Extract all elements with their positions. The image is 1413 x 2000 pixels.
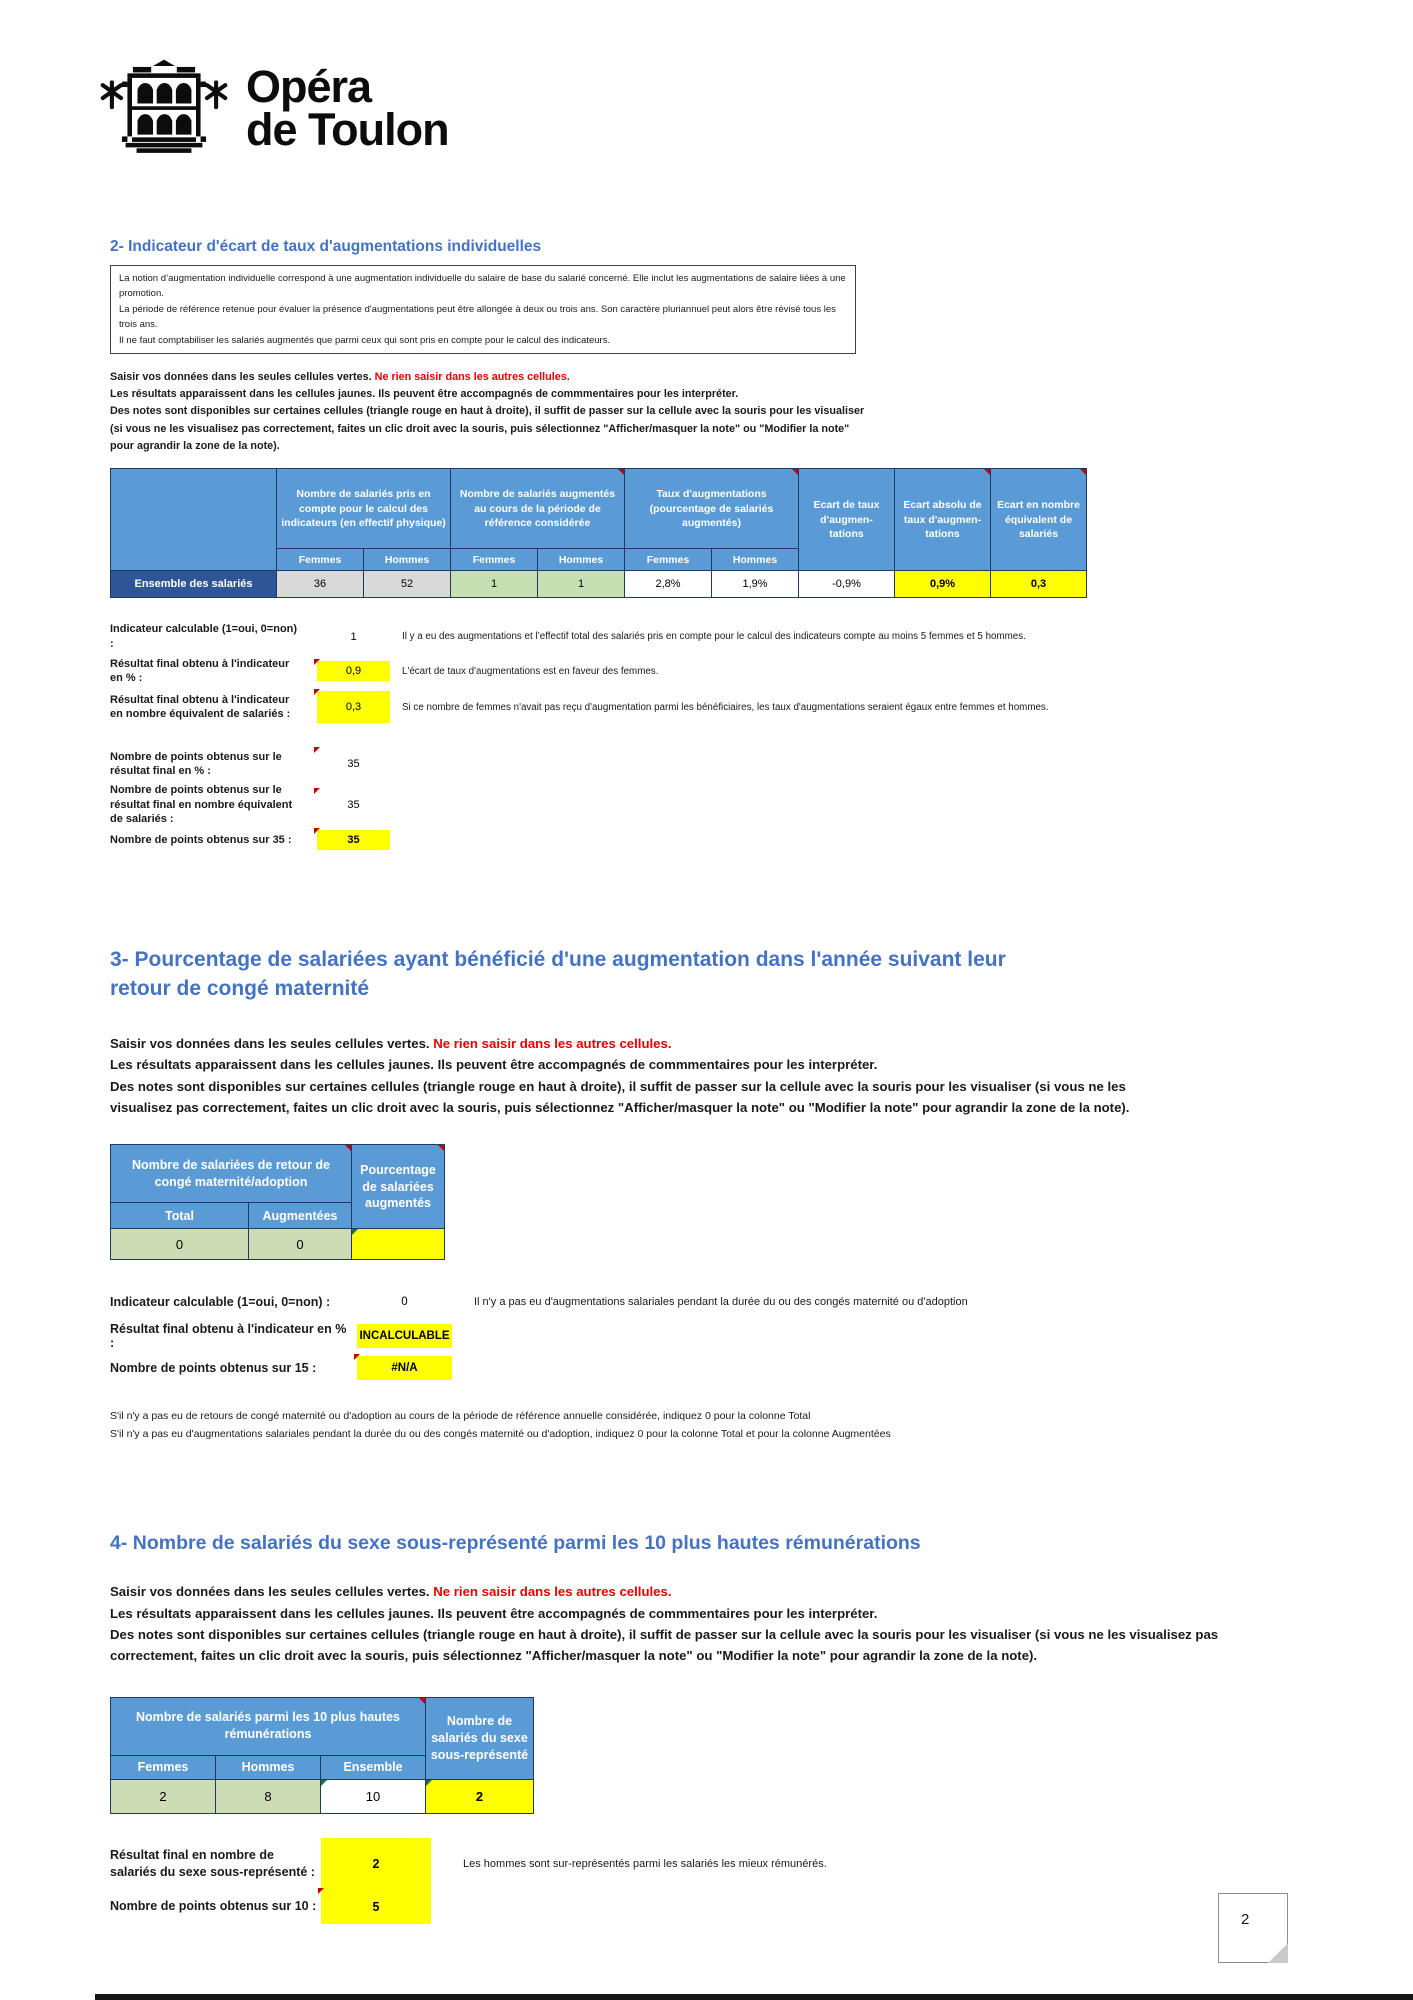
cell-femmes: 2 bbox=[111, 1779, 216, 1813]
cell-ecart-absolu: 0,9% bbox=[895, 571, 991, 598]
instr-black: Saisir vos données dans les seules cellules vertes. bbox=[110, 370, 372, 383]
page-number: 2 bbox=[1241, 1911, 1250, 1928]
row-comment: L'écart de taux d'augmentations est en faveur des femmes. bbox=[402, 665, 659, 677]
header-ecart-absolu: Ecart absolu de taux d'augmen-tations bbox=[895, 469, 991, 571]
row-comment: Il n'y a pas eu d'augmentations salariales pendant la durée du ou des congés maternité ou d'adoption bbox=[474, 1296, 968, 1309]
row-comment: Il y a eu des augmentations et l’effectif total des salariés pris en compte pour le calcul des indicateurs compte au moins 5 femmes et 5 hommes. bbox=[402, 631, 1026, 642]
logo-line2: de Toulon bbox=[246, 104, 449, 155]
section4-title: 4- Nombre de salariés du sexe sous-représenté parmi les 10 plus hautes rémunérations bbox=[110, 1532, 921, 1555]
header-sexe-sous-represente: Nombre de salariés du sexe sous-représenté bbox=[426, 1697, 534, 1779]
row-label: Résultat final obtenu à l'indicateur en % : bbox=[110, 1322, 347, 1351]
subheader-ensemble: Ensemble bbox=[321, 1755, 426, 1779]
instr-line2: Les résultats apparaissent dans les cellules jaunes. Ils peuvent être accompagnés de commmentaires pour les interpréter. bbox=[110, 388, 739, 401]
subheader-hommes: Hommes bbox=[712, 549, 799, 571]
row-label: Nombre de points obtenus sur 35 : bbox=[110, 834, 292, 847]
row-label: Résultat final en nombre de salariés du sexe sous-représenté : bbox=[110, 1847, 315, 1879]
row-value: 2 bbox=[321, 1838, 431, 1890]
infobox-line3: Il ne faut comptabiliser les salariés augmentés que parmi ceux qui sont pris en compte pour le calcul des indicateurs. bbox=[119, 334, 611, 346]
row-resultat-pourcent bbox=[110, 1322, 1350, 1350]
page-bottom-edge bbox=[95, 1994, 1413, 2000]
row-comment: Les hommes sont sur-représentés parmi les salariés les mieux rémunérés. bbox=[463, 1857, 827, 1870]
header-pourcentage-augmentees: Pourcentage de salariées augmentés bbox=[352, 1145, 445, 1229]
infobox-line2: La période de référence retenue pour évaluer la présence d'augmentations peut être allongée à deux ou trois ans. Son caractère pluriannuel peut alors être révisé tous les trois ans. bbox=[119, 303, 836, 331]
header-retour-conge: Nombre de salariées de retour de congé maternité/adoption bbox=[111, 1145, 352, 1203]
row-points-sur-10 bbox=[110, 1890, 1350, 1924]
instr-line2: Les résultats apparaissent dans les cellules jaunes. Ils peuvent être accompagnés de commmentaires pour les interpréter. bbox=[110, 1057, 878, 1073]
row-value: 35 bbox=[317, 749, 390, 779]
row-label: Nombre de points obtenus sur le résultat final en % : bbox=[110, 751, 282, 778]
cell-sous-represente: 2 bbox=[426, 1779, 534, 1813]
cell-hommes: 8 bbox=[216, 1779, 321, 1813]
header-salaries-augmentes: Nombre de salariés augmentés au cours de la période de référence considérée bbox=[451, 469, 625, 549]
cell-taux-femmes: 2,8% bbox=[625, 571, 712, 598]
subheader-hommes: Hommes bbox=[216, 1755, 321, 1779]
augmentations-table bbox=[110, 468, 1087, 598]
row-resultat-nombre bbox=[110, 691, 1350, 723]
cell-augmentes-hommes: 1 bbox=[538, 571, 625, 598]
cell-ensemble: 10 bbox=[321, 1779, 426, 1813]
row-points-sur-15 bbox=[110, 1356, 1350, 1380]
subheader-augmentees: Augmentées bbox=[249, 1203, 352, 1229]
row-value: #N/A bbox=[357, 1356, 452, 1380]
row-label: Nombre de points obtenus sur 10 : bbox=[110, 1899, 317, 1914]
header-salaries-pris-en-compte: Nombre de salariés pris en compte pour le calcul des indicateurs (en effectif physique) bbox=[277, 469, 451, 549]
instr-red-warning: Ne rien saisir dans les autres cellules. bbox=[433, 1035, 672, 1051]
subheader-femmes: Femmes bbox=[451, 549, 538, 571]
conge-maternite-table bbox=[110, 1144, 445, 1260]
row-indicateur-calculable bbox=[110, 1290, 1350, 1314]
row-comment: Si ce nombre de femmes n'avait pas reçu d'augmentation parmi les bénéficiaires, les taux d'augmentations seraient égaux entre femmes et hommes. bbox=[402, 701, 1049, 713]
instr-black: Saisir vos données dans les seules cellules vertes. bbox=[110, 1584, 430, 1600]
cell-augmentees: 0 bbox=[249, 1229, 352, 1260]
cell-total: 0 bbox=[111, 1229, 249, 1260]
section4-instructions bbox=[110, 1581, 1300, 1667]
row-label: Nombre de points obtenus sur 15 : bbox=[110, 1361, 317, 1376]
subheader-hommes: Hommes bbox=[538, 549, 625, 571]
note-line1: S'il n'y a pas eu de retours de congé maternité ou d'adoption au cours de la période de référence annuelle considérée, indiquez 0 pour la colonne Total bbox=[110, 1410, 811, 1423]
infobox-line1: La notion d’augmentation individuelle correspond à une augmentation individuelle du salaire de base du salarié concerné. Elle inclut les augmentations de salaire liées à une promotion. bbox=[119, 273, 846, 300]
subheader-femmes: Femmes bbox=[625, 549, 712, 571]
instr-line3: Des notes sont disponibles sur certaines cellules (triangle rouge en haut à droite), il suffit de passer sur la cellule avec la souris pour les visualiser (si vous ne les visualisez pas correctement, faites un clic droit avec la souris, puis sélectionnez "Afficher/masquer la note" ou "Modifier la note" pour agrandir la zone de la note). bbox=[110, 1626, 1219, 1664]
row-value: 0,3 bbox=[317, 691, 390, 723]
cell-ecart-nombre: 0,3 bbox=[991, 571, 1087, 598]
instr-red-warning: Ne rien saisir dans les autres cellules. bbox=[433, 1584, 672, 1600]
section3-instructions bbox=[110, 1033, 1135, 1119]
cell-pris-hommes: 52 bbox=[364, 571, 451, 598]
header-10-plus-hautes: Nombre de salariés parmi les 10 plus hautes rémunérations bbox=[111, 1697, 426, 1755]
cell-pris-femmes: 36 bbox=[277, 571, 364, 598]
cell-pourcentage bbox=[352, 1229, 445, 1260]
subheader-hommes: Hommes bbox=[364, 549, 451, 571]
section3-title: 3- Pourcentage de salariées ayant bénéficié d'une augmentation dans l'année suivant leur retour de congé maternité bbox=[110, 948, 1006, 1000]
row-value: 35 bbox=[317, 830, 390, 850]
logo-line1: Opéra bbox=[246, 61, 372, 113]
note-line2: S'il n'y a pas eu d'augmentations salariales pendant la durée du ou des congés maternité ou d'adoption, indiquez 0 pour la colonne Total et pour la colonne Augmentées bbox=[110, 1428, 891, 1441]
cell-ecart-taux: -0,9% bbox=[799, 571, 895, 598]
row-label: Nombre de points obtenus sur le résultat final en nombre équivalent de salariés : bbox=[110, 784, 293, 825]
folded-corner-icon bbox=[1268, 1943, 1288, 1963]
instr-line3: Des notes sont disponibles sur certaines cellules (triangle rouge en haut à droite), il suffit de passer sur la cellule avec la souris pour les visualiser (si vous ne les visualisez pas correctement, faites un clic droit avec la souris, puis sélectionnez "Afficher/masquer la note" ou "Modifier la note" pour agrandir la zone de la note). bbox=[110, 1078, 1130, 1116]
instr-line3: Des notes sont disponibles sur certaines cellules (triangle rouge en haut à droite), il suffit de passer sur la cellule avec la souris pour les visualiser (si vous ne les visualisez pas correctement, faites un clic droit avec la souris, puis sélectionnez "Afficher/masquer la note" ou "Modifier la note" pour agrandir la zone de la note). bbox=[110, 405, 865, 452]
header-taux-augmentations: Taux d'augmentations (pourcentage de salariés augmentés) bbox=[625, 469, 799, 549]
row-value: 0,9 bbox=[317, 661, 390, 681]
row-points-sur-35 bbox=[110, 830, 1350, 850]
section2-infobox bbox=[110, 265, 856, 354]
row-ensemble-salaries: Ensemble des salariés bbox=[111, 571, 277, 598]
section2-title: 2- Indicateur d'écart de taux d'augmentations individuelles bbox=[110, 238, 542, 255]
section3-notes bbox=[110, 1408, 1290, 1444]
cell-taux-hommes: 1,9% bbox=[712, 571, 799, 598]
row-points-pourcent bbox=[110, 749, 1350, 779]
header-ecart-taux: Ecart de taux d'augmen-tations bbox=[799, 469, 895, 571]
section2-instructions bbox=[110, 369, 870, 455]
row-resultat-final bbox=[110, 1838, 1350, 1890]
hautes-remunerations-table bbox=[110, 1697, 534, 1814]
row-value: 0 bbox=[401, 1296, 408, 1309]
row-points-nombre bbox=[110, 783, 1350, 826]
row-label: Indicateur calculable (1=oui, 0=non) : bbox=[110, 1295, 331, 1310]
row-value: 1 bbox=[350, 630, 357, 643]
row-indicateur-calculable bbox=[110, 622, 1350, 651]
subheader-femmes: Femmes bbox=[111, 1755, 216, 1779]
row-value: 35 bbox=[317, 790, 390, 820]
row-resultat-pourcent bbox=[110, 657, 1350, 686]
row-label: Résultat final obtenu à l'indicateur en nombre équivalent de salariés : bbox=[110, 694, 291, 721]
cell-augmentes-femmes: 1 bbox=[451, 571, 538, 598]
instr-line2: Les résultats apparaissent dans les cellules jaunes. Ils peuvent être accompagnés de commmentaires pour les interpréter. bbox=[110, 1605, 878, 1621]
header-ecart-nombre: Ecart en nombre équivalent de salariés bbox=[991, 469, 1087, 571]
corner-blank-cell bbox=[111, 469, 277, 571]
page-number-box bbox=[1218, 1893, 1288, 1963]
subheader-total: Total bbox=[111, 1203, 249, 1229]
subheader-femmes: Femmes bbox=[277, 549, 364, 571]
row-label: Indicateur calculable (1=oui, 0=non) : bbox=[110, 623, 298, 650]
row-label: Résultat final obtenu à l'indicateur en % : bbox=[110, 657, 290, 685]
row-value: 5 bbox=[321, 1890, 431, 1924]
instr-red-warning: Ne rien saisir dans les autres cellules. bbox=[374, 370, 570, 383]
row-value: INCALCULABLE bbox=[357, 1324, 452, 1348]
instr-black: Saisir vos données dans les seules cellules vertes. bbox=[110, 1035, 430, 1051]
